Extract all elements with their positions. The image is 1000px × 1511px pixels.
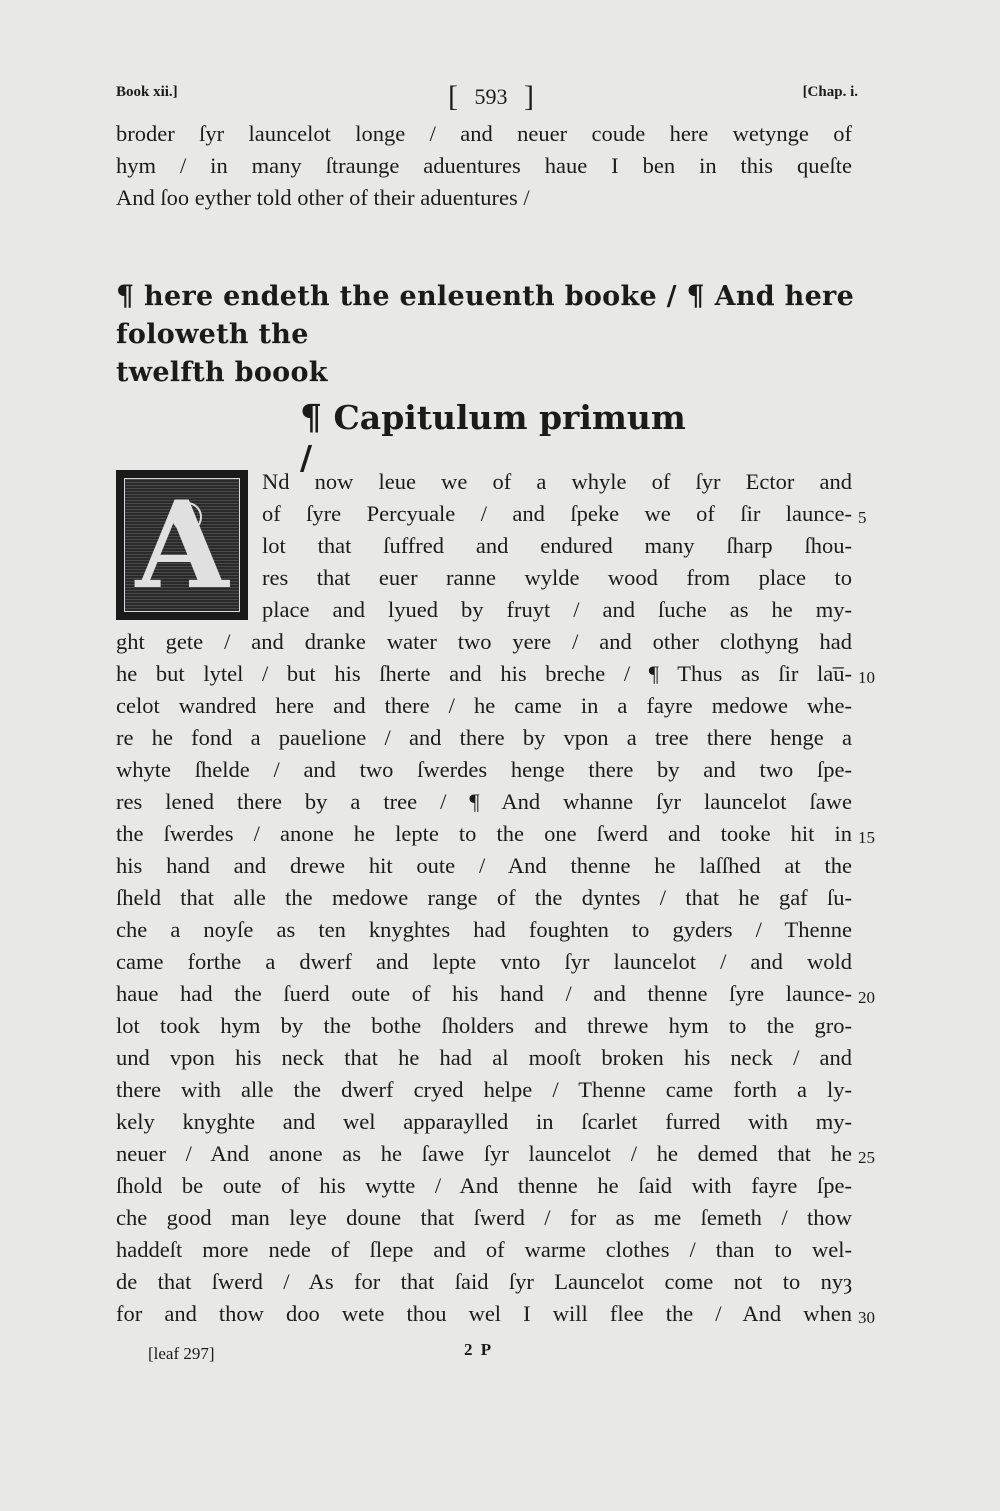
- text-line: the ſwerdes / anone he lepte to the one ſwerd and tooke hit in: [116, 821, 852, 846]
- text-line: de that ſwerd / As for that ſaid ſyr Launcelot come not to nyȝ: [116, 1269, 852, 1294]
- page-number: 593: [474, 84, 508, 109]
- chapter-title-text: Capitulum primum /: [300, 398, 686, 477]
- text-line: for and thow doo wete thou wel I will flee the / And when: [116, 1301, 852, 1326]
- decorated-initial: [116, 470, 248, 620]
- text-line: re he fond a pauelione / and there by vpon a tree there henge a: [116, 725, 852, 750]
- text-line: celot wandred here and there / he came in a fayre medowe whe-: [116, 693, 852, 718]
- running-head: [116, 78, 858, 113]
- text-line: hym / in many ſtraunge aduentures haue I ben in this queſte: [116, 153, 852, 178]
- heading-text-1b: And here foloweth the: [116, 281, 855, 350]
- text-line: Nd now leue we of a whyle of ſyr Ector and: [262, 469, 852, 494]
- running-head-chapter: [Chap. i.: [802, 84, 858, 100]
- text-line: place and lyued by fruyt / and ſuche as he my-: [262, 597, 852, 622]
- body-paragraph: [116, 626, 852, 1330]
- text-line: lot took hym by the bothe ſholders and threwe hym to the gro-: [116, 1013, 852, 1038]
- text-line: lot that ſuffred and endured many ſharp ſhou-: [262, 533, 852, 558]
- text-line: haue had the ſuerd oute of his hand / and thenne ſyre launce-: [116, 981, 852, 1006]
- text-line: neuer / And anone as he ſawe ſyr launcelot / he demed that he: [116, 1141, 852, 1166]
- text-line: broder ſyr launcelot longe / and neuer coude here wetynge of: [116, 121, 852, 146]
- page-number-block: [436, 78, 546, 112]
- line-number: 20: [858, 988, 875, 1007]
- pilcrow-icon: ¶: [116, 278, 135, 312]
- text-line: che a noyſe as ten knyghtes had foughten to gyders / Thenne: [116, 917, 852, 942]
- bracket-close: ]: [524, 80, 534, 113]
- heading-line-2: twelfth boook: [116, 357, 328, 388]
- initial-letter: A: [135, 475, 229, 616]
- text-line: ſhold be oute of his wytte / And thenne he ſaid with fayre ſpe-: [116, 1173, 852, 1198]
- line-number: 5: [858, 508, 867, 527]
- text-line: he but lytel / but his ſherte and his breche / ¶ Thus as ſir lau̅-: [116, 661, 852, 686]
- text-line: whyte ſhelde / and two ſwerdes henge there by and two ſpe-: [116, 757, 852, 782]
- quire-mark: 2 P: [464, 1340, 494, 1359]
- running-head-book: Book xii.]: [116, 84, 178, 100]
- line-number: 10: [858, 668, 875, 687]
- text-line: che good man leye doune that ſwerd / for as me ſemeth / thow: [116, 1205, 852, 1230]
- leaf-signature: [leaf 297]: [148, 1344, 215, 1363]
- opening-paragraph: [116, 118, 852, 214]
- text-line: ſheld that alle the medowe range of the dyntes / that he gaf ſu-: [116, 885, 852, 910]
- pilcrow-icon: ¶: [686, 278, 705, 312]
- text-line: kely knyghte and wel apparaylled in ſcarlet furred with my-: [116, 1109, 852, 1134]
- text-line: res that euer ranne wylde wood from place to: [262, 565, 852, 590]
- heading-text-1a: here endeth the enleuenth booke /: [144, 281, 677, 312]
- heading-line-1: [116, 276, 876, 354]
- book-end-heading: [116, 276, 876, 392]
- line-number: 15: [858, 828, 875, 847]
- pilcrow-icon: ¶: [300, 397, 323, 438]
- text-line: und vpon his neck that he had al mooſt broken his neck / and: [116, 1045, 852, 1070]
- text-line: ght gete / and dranke water two yere / and other clothyng had: [116, 629, 852, 654]
- line-number: 25: [858, 1148, 875, 1167]
- text-line: res lened there by a tree / ¶ And whanne ſyr launcelot ſawe: [116, 789, 852, 814]
- text-line: of ſyre Percyuale / and ſpeke we of ſir launce-: [262, 501, 852, 526]
- dropcap-paragraph-lines: [262, 466, 852, 626]
- text-line: there with alle the dwerf cryed helpe / Thenne came forth a ly-: [116, 1077, 852, 1102]
- text-line: And ſoo eyther told other of their aduentures /: [116, 185, 530, 210]
- text-line: came forthe a dwerf and lepte vnto ſyr launcelot / and wold: [116, 949, 852, 974]
- bracket-open: [: [448, 80, 458, 113]
- text-line: haddeſt more nede of ſlepe and of warme clothes / than to wel-: [116, 1237, 852, 1262]
- line-number: 30: [858, 1308, 875, 1327]
- text-line: his hand and drewe hit oute / And thenne he laſſhed at the: [116, 853, 852, 878]
